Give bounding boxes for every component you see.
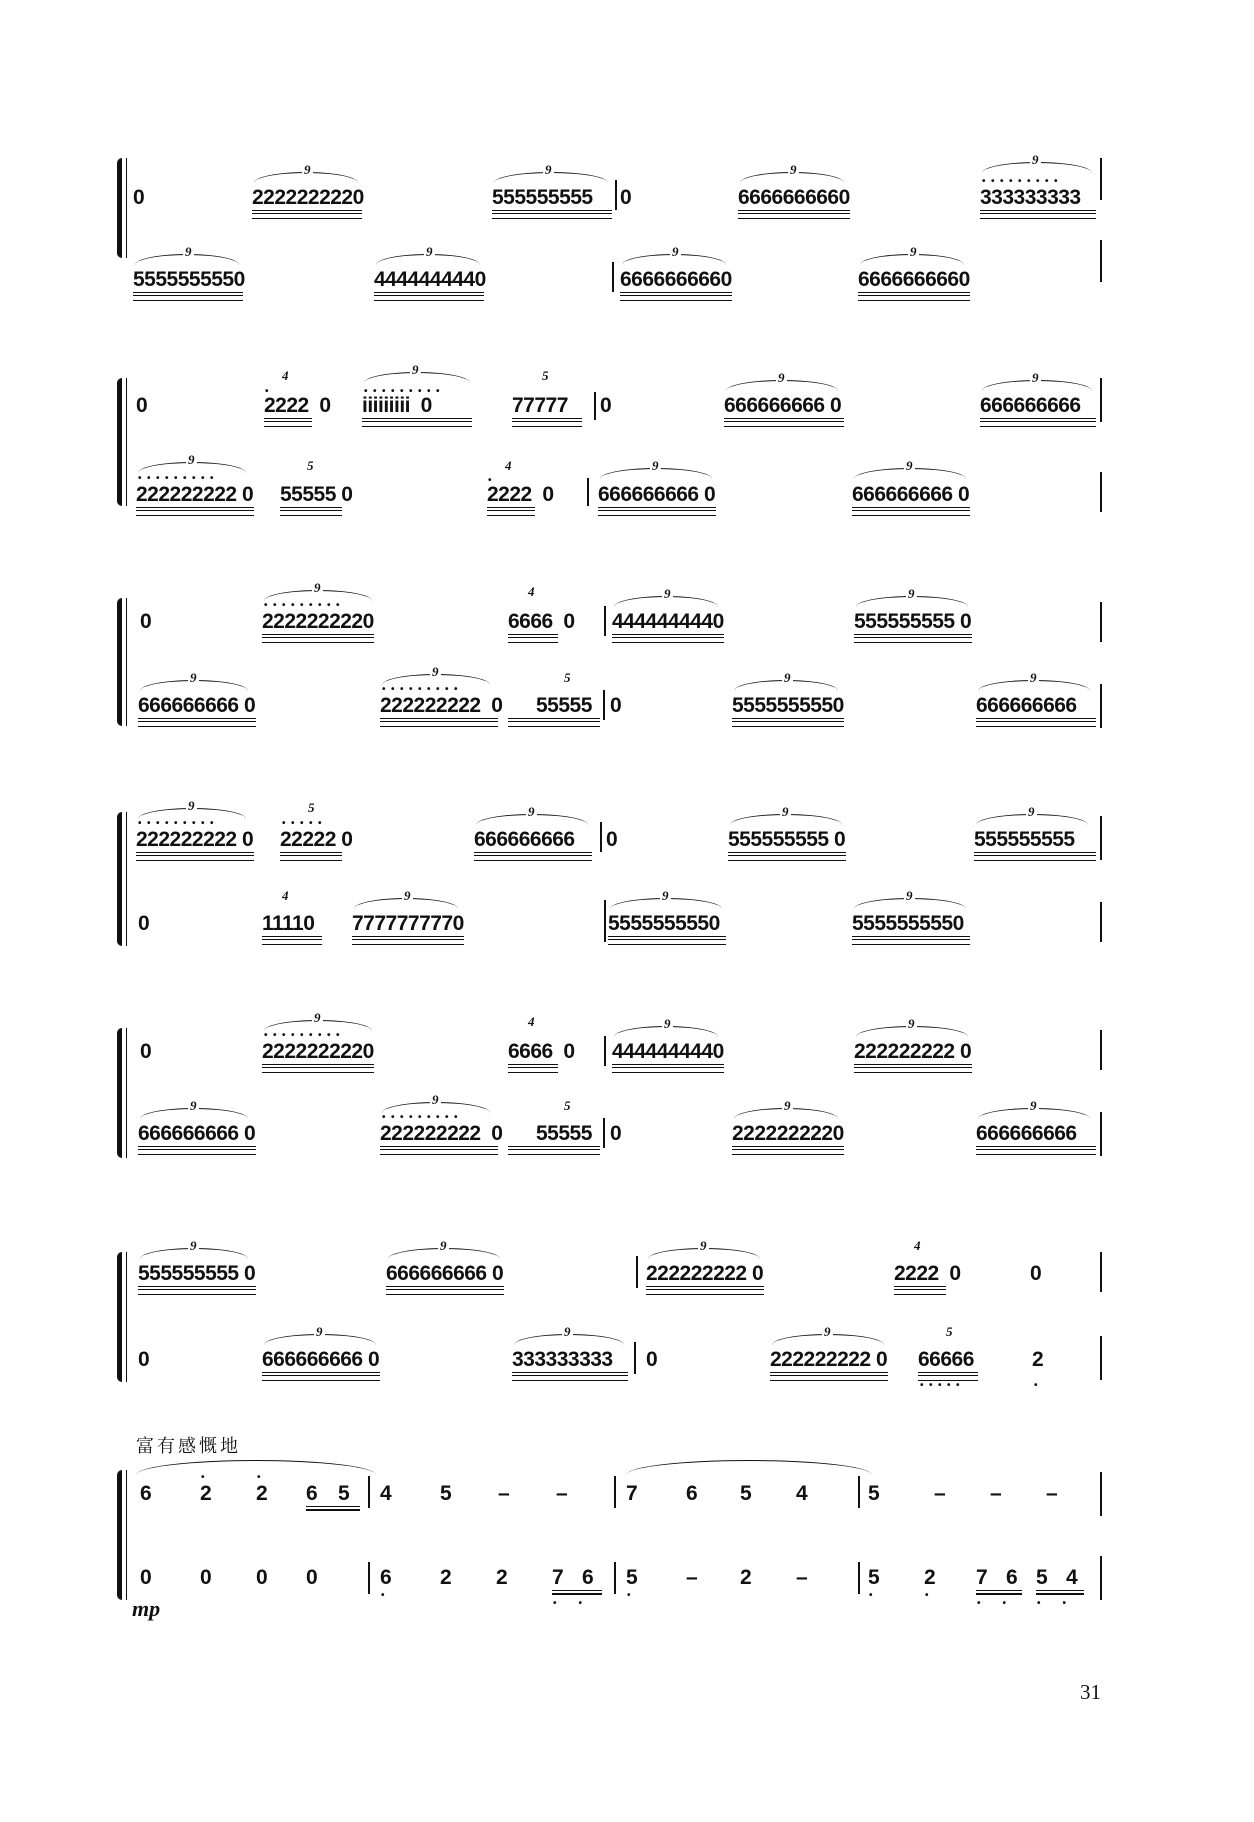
note-group: 555555555 0 [854,610,972,633]
note: – [990,1482,1002,1505]
tuplet-number: 9 [426,244,433,259]
note-group: 77777 [512,394,568,417]
beam [732,1146,844,1155]
tuplet-number: 5 [307,458,314,473]
tuplet-number: 4 [282,368,289,383]
beam [138,1286,256,1295]
note: 2 [740,1566,752,1589]
note-group: 666666666 0 [724,394,842,417]
page-number: 31 [1080,1680,1101,1704]
system-brace [117,378,122,506]
tuplet-number: 9 [652,458,659,473]
note-group: 666666666 0 [138,694,256,717]
beam [854,634,972,643]
barline [636,1256,638,1288]
beam [724,418,844,427]
barline [594,392,596,420]
note: 7 [552,1566,564,1589]
note-group: 22222 0 [280,828,353,851]
beam [133,292,243,301]
note: 2 [256,1482,268,1505]
barline [603,690,605,720]
barline [1100,684,1102,728]
note: 5 [1036,1566,1048,1589]
note-group: 666666666 0 [138,1122,256,1145]
beam [976,1590,1022,1595]
note-group: 6666666660 [738,186,850,209]
note: 5 [868,1566,880,1589]
note: 7 [626,1482,638,1505]
note-group: 222222222 0 [380,1122,503,1145]
note: 0 [256,1566,268,1589]
note: 2 [1032,1348,1044,1371]
system-brace [117,812,122,946]
octave-dots: • [201,1472,211,1483]
beam [386,1286,504,1295]
beam [620,292,732,301]
barline [604,606,606,636]
note: 2 [440,1566,452,1589]
barline [368,1562,370,1594]
system-brace [117,158,122,258]
barline [1100,602,1102,642]
expression-marking: 富有感慨地 [136,1436,241,1456]
note-group: 555555555 0 [728,828,846,851]
tuplet-number: 9 [528,804,535,819]
note: 0 [136,394,148,417]
octave-dots: ••••• [282,818,328,829]
tuplet-number: 4 [914,1238,921,1253]
note: 0 [140,610,152,633]
tuplet-number: 9 [1032,370,1039,385]
barline [1100,240,1102,282]
beam [980,210,1096,219]
beam [262,1372,380,1381]
note-group: 6666 0 [508,1040,575,1063]
tuplet-number: 9 [784,1098,791,1113]
note: 0 [200,1566,212,1589]
dynamic-marking: mp [132,1596,161,1621]
tuplet-number: 9 [824,1324,831,1339]
beam [976,718,1096,727]
barline [1100,1336,1102,1380]
note-group: 6666 0 [508,610,575,633]
note-group: 5555555550 [608,912,720,935]
beam [352,936,464,945]
note: 0 [138,1348,150,1371]
note-group: 4444444440 [612,610,724,633]
note-group: 222222222 0 [136,483,254,506]
tuplet-number: 4 [528,1014,535,1029]
tuplet-number: 9 [412,362,419,377]
note-group: 2222222220 [732,1122,844,1145]
note-group: 222222222 0 [854,1040,972,1063]
octave-dots: • [925,1590,935,1601]
note: 6 [686,1482,698,1505]
tuplet-number: 9 [432,664,439,679]
barline [1100,1030,1102,1070]
tuplet-number: 9 [314,580,321,595]
beam [306,1506,360,1511]
barline [1100,1252,1102,1292]
beam [280,507,342,516]
note: 4 [380,1482,392,1505]
note-group: 666666666 [976,1122,1077,1145]
tuplet-number: 9 [782,804,789,819]
barline [604,1036,606,1066]
note-group: 666666666 [976,694,1077,717]
note: 7 [976,1566,988,1589]
note: – [1046,1482,1058,1505]
barline [600,822,602,852]
beam [138,718,256,727]
beam [612,1064,724,1073]
tuplet-number: 5 [946,1324,953,1339]
octave-dots: • [869,1590,879,1601]
note-group: 2222 0 [894,1262,961,1285]
note: 0 [138,912,150,935]
beam [852,936,970,945]
tuplet-number: 5 [308,800,315,815]
note: 0 [1030,1262,1042,1285]
note-group: 55555 [536,1122,592,1145]
barline [858,1476,860,1508]
tuplet-number: 9 [190,670,197,685]
beam [646,1286,764,1295]
beam [492,210,612,219]
note-group: 6666666660 [620,268,732,291]
beam [976,1146,1096,1155]
note: 5 [626,1566,638,1589]
octave-dots: ••••• [920,1380,966,1391]
note: 0 [140,1040,152,1063]
note-group: iiiiiiiii 0 [362,394,432,417]
tuplet-number: 4 [282,888,289,903]
octave-dots: ••••••••• [138,473,220,484]
barline [634,1342,636,1374]
barline [1100,378,1102,422]
barline [1100,1112,1102,1156]
octave-dots: • [488,475,498,486]
octave-dots: • • [553,1598,588,1609]
tuplet-number: 9 [1032,152,1039,167]
beam [264,418,312,427]
beam [280,852,342,861]
barline [1100,1556,1102,1600]
beam [608,936,726,945]
note-group: 222222222 0 [380,694,503,717]
note-group: 5555555550 [133,268,245,291]
barline [612,262,614,292]
tuplet-number: 9 [190,1238,197,1253]
octave-dots: • • [1037,1598,1072,1609]
note: 6 [582,1566,594,1589]
note-group: 666666666 0 [386,1262,504,1285]
note: 2 [200,1482,212,1505]
note: 0 [610,1122,622,1145]
beam [262,1064,374,1073]
note-group: 5555555550 [852,912,964,935]
octave-dots: ••••••••• [264,600,346,611]
beam [738,210,850,219]
note: – [796,1566,808,1589]
note-group: 7777777770 [352,912,464,935]
beam [252,210,362,219]
barline [1100,472,1102,512]
note: 5 [868,1482,880,1505]
barline [1100,816,1102,860]
octave-dots: • [1034,1380,1044,1391]
beam [732,718,844,727]
note: 6 [1006,1566,1018,1589]
note-group: 11110 [262,912,315,935]
tuplet-number: 9 [404,888,411,903]
note: 0 [140,1566,152,1589]
beam [508,1064,558,1073]
beam [374,292,484,301]
tuplet-number: 9 [906,888,913,903]
tuplet-number: 5 [542,368,549,383]
note: 5 [440,1482,452,1505]
note: 5 [740,1482,752,1505]
note-group: 555555555 [492,186,593,209]
tuplet-number: 9 [564,1324,571,1339]
note: 6 [380,1566,392,1589]
note: 0 [306,1566,318,1589]
tuplet-number: 9 [778,370,785,385]
beam [508,634,558,643]
note: 0 [606,828,618,851]
note: 0 [600,394,612,417]
beam [138,1146,256,1155]
note: – [498,1482,510,1505]
note: – [686,1566,698,1589]
tuplet-number: 9 [432,1092,439,1107]
tuplet-number: 9 [662,888,669,903]
note: 0 [133,186,145,209]
note-group: 2222 0 [264,394,331,417]
note: 2 [924,1566,936,1589]
octave-dots: ••••••••• [264,1030,346,1041]
beam [770,1372,888,1381]
note-group: 333333333 [512,1348,613,1371]
octave-dots: • [265,386,275,397]
note-group: 666666666 0 [262,1348,380,1371]
note: 4 [1066,1566,1078,1589]
tuplet-number: 4 [528,584,535,599]
note-group: 2222222220 [252,186,364,209]
note-group: 555555555 [974,828,1075,851]
system-brace [117,1028,122,1158]
note-group: 5555555550 [732,694,844,717]
octave-dots: • • [977,1598,1012,1609]
tuplet-number: 9 [188,452,195,467]
note: 0 [620,186,632,209]
tuplet-number: 9 [664,586,671,601]
note-group: 666666666 0 [852,483,970,506]
note-group: 4444444440 [612,1040,724,1063]
beam [508,1146,600,1155]
tuplet-number: 9 [908,586,915,601]
note-group: 222222222 0 [770,1348,888,1371]
octave-dots: • [257,1472,267,1483]
note: – [934,1482,946,1505]
barline [604,900,606,942]
slur [136,1460,376,1475]
octave-dots: • [627,1590,637,1601]
note: 5 [338,1482,350,1505]
tuplet-number: 9 [314,1010,321,1025]
note-group: 2222222220 [262,1040,374,1063]
beam [512,418,582,427]
note-group: 55555 0 [280,483,353,506]
beam [894,1286,946,1295]
beam [380,718,498,727]
octave-dots: ••••••••• [382,1112,464,1123]
tuplet-number: 9 [304,162,311,177]
beam [1036,1590,1084,1595]
beam [612,634,724,643]
tuplet-number: 9 [188,798,195,813]
note-group: 4444444440 [374,268,486,291]
tuplet-number: 9 [1028,804,1035,819]
note: 6 [140,1482,152,1505]
tuplet-number: 9 [672,244,679,259]
beam [728,852,846,861]
note-group: 555555555 0 [138,1262,256,1285]
beam [552,1590,602,1595]
beam [362,418,472,427]
barline [368,1476,370,1508]
tuplet-number: 9 [906,458,913,473]
beam [852,507,970,516]
tuplet-number: 9 [790,162,797,177]
tuplet-number: 5 [564,1098,571,1113]
barline [603,1118,605,1148]
octave-dots: ••••••••• [364,386,446,397]
octave-dots: ••••••••• [138,818,220,829]
system-brace [117,598,122,726]
beam [512,1372,628,1381]
note-group: 666666666 [474,828,575,851]
note: 2 [496,1566,508,1589]
note-group: 2222 0 [487,483,554,506]
system-brace [117,1470,122,1600]
beam [487,507,535,516]
octave-dots: ••••••••• [982,176,1064,187]
barline [615,180,617,210]
note-group: 2222222220 [262,610,374,633]
slur [626,1460,872,1475]
tuplet-number: 9 [545,162,552,177]
beam [474,852,592,861]
note-group: 666666666 0 [598,483,716,506]
system-brace [117,1252,122,1382]
note-group: 6666666660 [858,268,970,291]
note: 4 [796,1482,808,1505]
barline [614,1562,616,1594]
tuplet-number: 9 [700,1238,707,1253]
tuplet-number: 9 [185,244,192,259]
note-group: 55555 [536,694,592,717]
tuplet-number: 4 [505,458,512,473]
barline [614,1476,616,1508]
beam [858,292,970,301]
tuplet-number: 9 [190,1098,197,1113]
note-group: 222222222 0 [646,1262,764,1285]
beam [974,852,1096,861]
note-group: 666666666 [980,394,1081,417]
beam [854,1064,972,1073]
tuplet-number: 9 [908,1016,915,1031]
tuplet-number: 9 [316,1324,323,1339]
barline [858,1562,860,1594]
tuplet-number: 9 [664,1016,671,1031]
barline [1100,158,1102,200]
octave-dots: ••••••••• [382,684,464,695]
note: – [556,1482,568,1505]
note: 0 [646,1348,658,1371]
octave-dots: • [381,1590,391,1601]
tuplet-number: 9 [784,670,791,685]
tuplet-number: 5 [564,670,571,685]
note-group: 222222222 0 [136,828,254,851]
barline [1100,902,1102,942]
note-group: 333333333 [980,186,1081,209]
tuplet-number: 9 [1030,1098,1037,1113]
tuplet-number: 9 [1030,670,1037,685]
tuplet-number: 9 [910,244,917,259]
beam [136,507,254,516]
note: 0 [610,694,622,717]
note-group: 66666 [918,1348,974,1371]
beam [380,1146,498,1155]
note: 6 [306,1482,318,1505]
beam [136,852,254,861]
tuplet-number: 9 [440,1238,447,1253]
beam [508,718,600,727]
barline [587,478,589,506]
beam [262,634,374,643]
barline [1100,1472,1102,1516]
beam [262,936,322,945]
beam [980,418,1096,427]
beam [598,507,716,516]
